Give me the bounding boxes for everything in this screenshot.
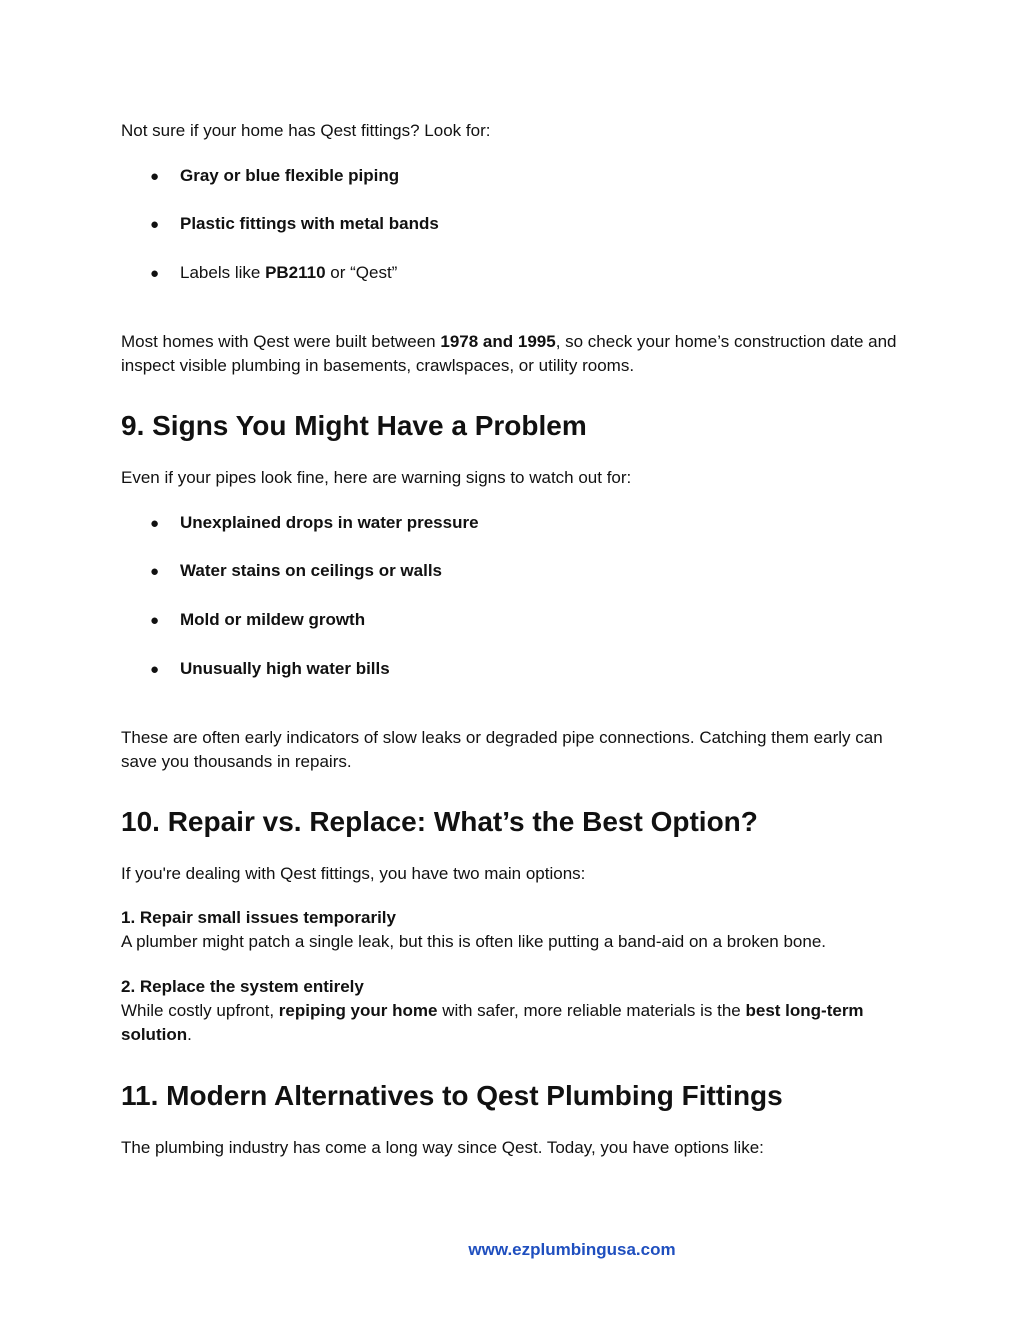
intro-text: Not sure if your home has Qest fittings? Look for: [121,121,491,140]
list-item: ● Plastic fittings with metal bands [150,212,439,237]
section-10-heading: 10. Repair vs. Replace: What’s the Best Option? [121,806,758,837]
bullet-icon: ● [150,168,160,185]
list-item: ● Gray or blue flexible piping [150,164,399,189]
bullet-icon: ● [150,515,160,532]
footer-website-link[interactable]: www.ezplumbingusa.com [468,1240,676,1259]
construction-date-paragraph: Most homes with Qest were built between 1978 and 1995, so check your home’s construction date and inspect visible plumbing in basements, crawlspaces, or utility rooms. [121,332,897,375]
option-2: 2. Replace the system entirely While costly upfront, repiping your home with safer, more reliable materials is the best long-term solution. [121,977,864,1044]
section-11-heading: 11. Modern Alternatives to Qest Plumbing Fittings [121,1080,783,1111]
bullet-icon: ● [150,563,160,580]
list-item: ● Unexplained drops in water pressure [150,511,479,536]
list-item: ● Water stains on ceilings or walls [150,559,442,584]
bullet-icon: ● [150,661,160,678]
section-11-intro: The plumbing industry has come a long way since Qest. Today, you have options like: [121,1138,764,1157]
section-10-intro: If you're dealing with Qest fittings, you have two main options: [121,864,586,883]
bullet-icon: ● [150,265,160,282]
section-9-intro: Even if your pipes look fine, here are warning signs to watch out for: [121,468,632,487]
list-item: ● Unusually high water bills [150,657,390,682]
list-item: ● Mold or mildew growth [150,608,365,633]
list-item: ● Labels like PB2110 or “Qest” [150,261,397,286]
bullet-icon: ● [150,216,160,233]
option-1: 1. Repair small issues temporarily A plumber might patch a single leak, but this is often like putting a band-aid on a broken bone. [121,908,827,951]
section-9-paragraph: These are often early indicators of slow leaks or degraded pipe connections. Catching them early can save you thousands in repairs. [121,728,883,771]
section-9-heading: 9. Signs You Might Have a Problem [121,410,587,441]
bullet-icon: ● [150,612,160,629]
